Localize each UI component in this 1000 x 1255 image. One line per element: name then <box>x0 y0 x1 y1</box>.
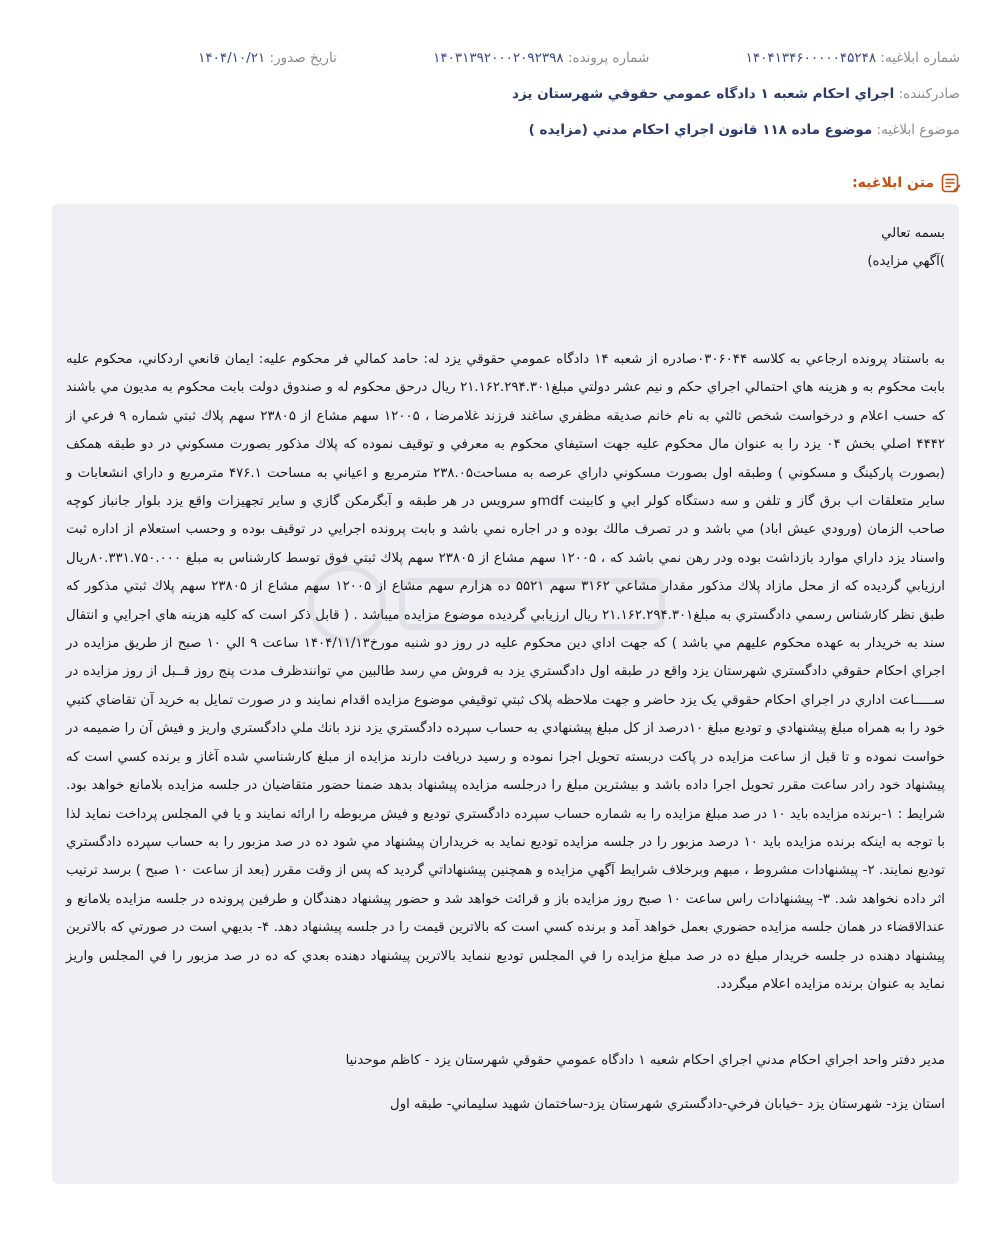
meta-row-ids <box>198 50 960 66</box>
notice-text-header <box>852 172 962 194</box>
issue-date <box>198 50 337 66</box>
issuer-label: صادرکننده: <box>898 86 960 102</box>
notice-number <box>746 50 960 66</box>
meta-row-subject <box>529 122 960 138</box>
case-number-value: ۱۴۰۳۱۳۹۲۰۰۰۲۰۹۲۳۹۸ <box>433 50 564 66</box>
document-icon <box>940 172 962 194</box>
notice-panel <box>52 204 959 1184</box>
notice-subheading: )آگهي مزايده) <box>867 254 945 269</box>
notice-address: استان يزد- شهرستان يزد -خيابان فرخي-دادگستري شهرستان يزد-ساختمان شهيد سليماني- طبقه اول <box>390 1097 945 1113</box>
issuer-value: اجراي احكام شعبه ۱ دادگاه عمومي حقوقي شهرستان يزد <box>512 86 895 102</box>
case-number-label: شماره پرونده: <box>567 50 650 66</box>
notice-number-value: ۱۴۰۴۱۳۴۶۰۰۰۰۰۴۵۲۴۸ <box>745 50 877 66</box>
subject-value: موضوع ماده ۱۱۸ قانون اجراي احكام مدني (مزايده ) <box>528 122 873 138</box>
issue-date-label: تاريخ صدور: <box>269 50 337 66</box>
issue-date-value: ۱۴۰۴/۱۰/۲۱ <box>198 50 266 66</box>
notice-heading: بسمه تعالي <box>881 226 945 241</box>
notice-number-label: شماره ابلاغيه: <box>880 50 960 66</box>
meta-row-issuer <box>512 86 960 102</box>
case-number <box>433 50 649 66</box>
notice-body: به باستناد پرونده ارجاعي به كلاسه ۰۳۰۶۰۴۴صادره از شعبه ۱۴ دادگاه عمومي حقوقي يزد له: حامد كمالي فر محكوم عليه: ايمان قانعي اردكاني، محكوم عليه بابت محكوم به و هزينه هاي احتمالي اجراي حكم و نيم عشر دولتي مبلغ۲۱.۱۶۲.۲۹۴.۳۰۱ ريال درحق محكوم له و صندوق دولت بابت محكوم به مديون مي باشند كه حسب اعلام و درخواست شخص ثالثي به نام خانم صديقه مظفري ساغند فرزند غلامرضا ، ۱۲۰۰۵ سهم مشاع از ۲۳۸۰۵ سهم پلاك ثبتي شماره ۹ فرعي از ۴۴۴۲ اصلي بخش ۰۴ يزد را به عنوان مال محكوم عليه جهت استيفاي محكوم به معرفي و توقيف نموده كه پلاك مذكور بصورت مسكوني در دو طبقه همكف (بصورت پاركينگ و مسكوني ) وطبقه اول بصورت مسكوني داراي عرصه به مساحت۲۳۸.۰۵ مترمربع و اعياني به مساحت ۴۷۶.۱ مترمربع و داراي انشعابات و ساير متعلقات اب برق گاز و تلفن و سه دستگاه كولر ابي و كابينت mdfو سرويس در هر طبقه و آبگرمكن گازي و ساير تجهيزات واقع يزد بلوار جانباز كوچه صاحب الزمان (ورودي عيش اباد) مي باشد و در تصرف مالك بوده و در اجاره نمي باشد و بابت پرونده اجرايي در توقيف بوده و وحسب استعلام از اداره ثبت واسناد يزد داراي موارد بازداشت بوده ودر رهن نمي باشد كه ، ۱۲۰۰۵ سهم مشاع از ۲۳۸۰۵ سهم پلاك ثبتي فوق توسط كارشناس به مبلغ ۸۰.۳۳۱.۷۵۰.۰۰۰ريال ارزيابي گرديده كه از محل مازاد پلاك مذكور مقدار مشاعي ۳۱۶۲ سهم ۵۵۲۱ ده هزارم سهم مشاع از ۱۲۰۰۵ سهم مشاع از ۲۳۸۰۵ سهم پلاك ثبتي مذكور كه طبق نظر كارشناس رسمي دادگستري به مبلغ۲۱.۱۶۲.۲۹۴.۳۰۱ ريال ارزيابي گرديده موضوع مزايده ميباشد . ( قابل ذكر است كه كليه هزينه هاي اجرايي و انتقال سند به خريدار به عهده محكوم عليهم مي باشد ) كه جهت اداي دين محكوم عليه در روز دو شنبه مورخ۱۴۰۴/۱۱/۱۳ ساعت ۹ الي ۱۰ صبح از طريق مزايده در اجراي احكام حقوقي دادگستري شهرستان يزد واقع در طبقه اول دادگستري يزد به فروش مي رسد طالبين مي توانندظرف مدت پنج روز قــبل از روز مزايده در ســـــاعت اداري در اجراي احكام حقوقي يک يزد حاضر و جهت ملاحظه پلاک ثبتي توقيفي موضوع مزايده اقدام نمايند و در صورت تمايل به خريد آن تقاضاي كتبي خود را به همراه مبلغ پيشنهادي و توديع مبلغ ۱۰درصد از كل مبلغ پيشنهادي به حساب سپرده دادگستري يزد نزد بانك ملي دادگستري واريز و فيش آن را ضميمه در خواست نموده و تا قبل از ساعت مزايده در پاكت دربسته تحويل اجرا نموده و رسيد دريافت دارند مزايده از مبلغ كارشناسي شده آغاز و برنده كسي است كه پيشنهاد خود رادر ساعت مقرر تحويل اجرا داده باشد و بيشترين مبلغ را درجلسه مزايده پيشنهاد بدهد ضمنا حضور متقاضيان در جلسه مزايده بلامانع خواهد بود. شرايط : ۱-برنده مزايده بايد ۱۰ در صد مبلغ مزايده را به شماره حساب سپرده دادگستري توديع و فيش مربوطه را ارائه نمايند و يا في المجلس پرداخت نمايد لذا با توجه به اينكه برنده مزايده بايد ۱۰ درصد مزبور را در جلسه مزايده توديع نمايد به خريداران پيشنهاد مي شود ده در صد مزبور را به حساب سپرده دادگستري توديع نمايند. ۲- پيشنهادات مشروط ، مبهم وبرخلاف شرايط آگهي مزايده و همچنين پيشنهاداتي گرديد كه پس از وقت مقرر (بعد از ساعت ۱۰ صبح ) برسد ترتيب اثر داده نخواهد شد. ۳- پيشنهادات راس ساعت ۱۰ صبح روز مزايده باز و قرائت خواهد شد و حضور پيشنهاد دهندگان و طرفين پرونده در جلسه مزايده بلامانع و عندالاقضاء در همان جلسه مزايده حضوري بعمل خواهد آمد و برنده كسي است كه بالاترين قيمت را در جلسه پيشنهاد دهد. ۴- بديهي است در صورتي كه بالاترين پيشنهاد دهنده در جلسه خريدار مبلغ ده در صد مبلغ مزايده را في المجلس توديع ننمايد بالاترين پيشنهاد دهنده بعدي كه ده در صد مزبور را في المجلس واريز نمايد به عنوان برنده مزايده اعلام ميگردد. <box>66 352 946 992</box>
notice-text-title: متن ابلاغيه: <box>852 175 934 191</box>
notice-content <box>66 220 945 1119</box>
subject-label: موضوع ابلاغيه: <box>876 122 960 138</box>
notice-signature: مدير دفتر واحد اجراي احكام مدني اجراي احكام شعبه ۱ دادگاه عمومي حقوقي شهرستان يزد - كاظم موحدنيا <box>345 1053 945 1069</box>
